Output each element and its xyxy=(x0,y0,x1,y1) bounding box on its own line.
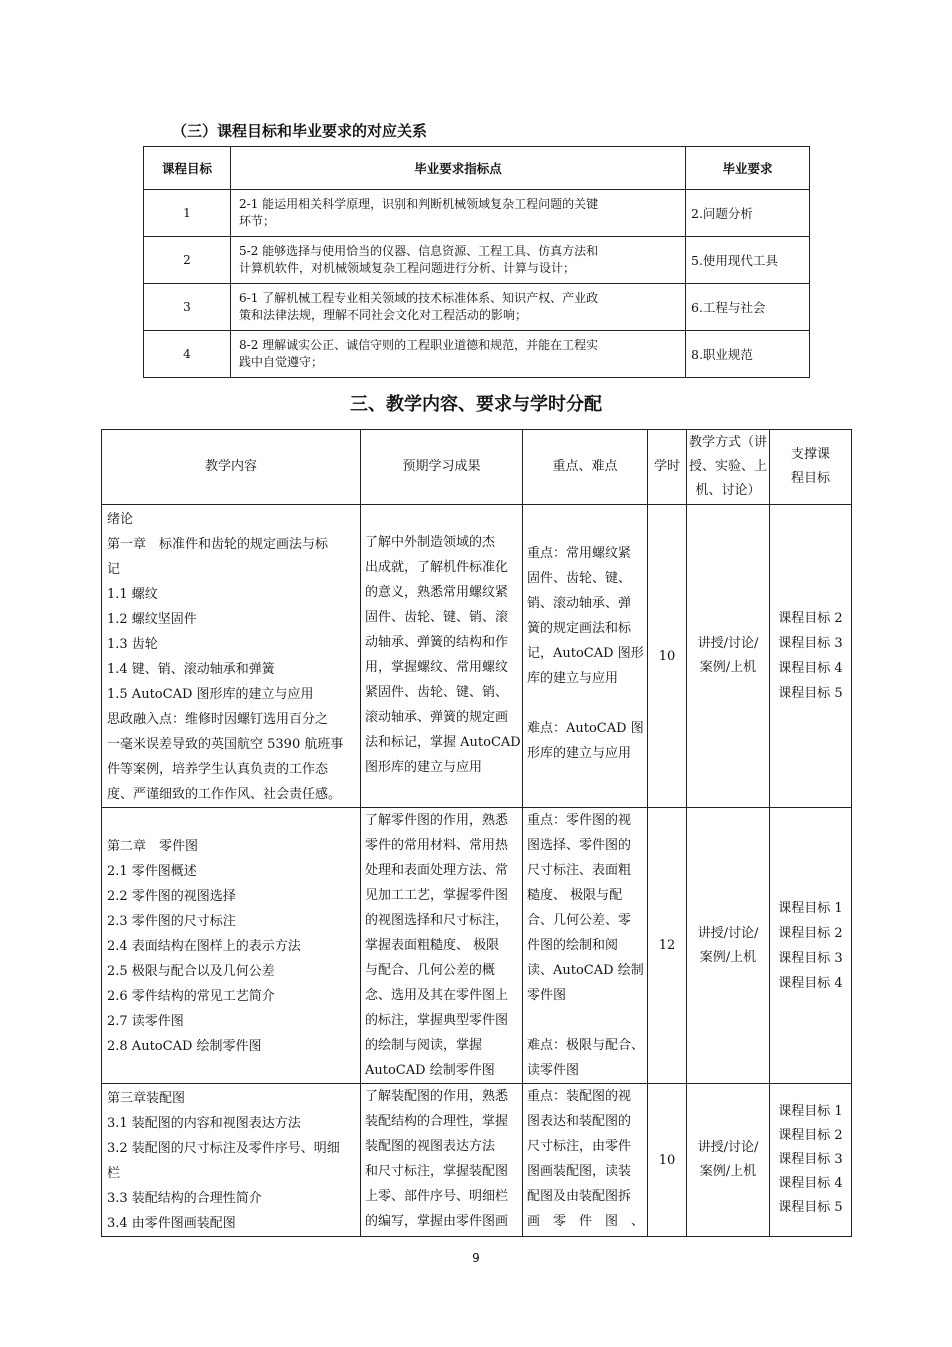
method-line: 讲授/讨论/ xyxy=(697,925,759,941)
hours-cell: 10 xyxy=(648,1084,687,1237)
key-line: 记，AutoCAD 图形 xyxy=(527,646,644,661)
header-content: 教学内容 xyxy=(102,430,361,505)
outcome-cell xyxy=(361,808,523,1084)
key-line: 重点：装配图的视 xyxy=(527,1089,632,1104)
content-line: 第二章 零件图 xyxy=(107,839,199,854)
indicator-cell xyxy=(231,331,686,378)
goals-cell xyxy=(770,808,852,1084)
key-line: 重点：常用螺纹紧 xyxy=(527,546,632,561)
header-outcome: 预期学习成果 xyxy=(361,430,523,505)
outcome-line: 见加工工艺，掌握零件图 xyxy=(365,888,509,903)
header-key-points: 重点、难点 xyxy=(523,430,648,505)
content-line: 度、严谨细致的工作作风、社会责任感。 xyxy=(107,787,342,802)
key-line: 零件图 xyxy=(527,988,567,1003)
content-line: 2.3 零件图的尺寸标注 xyxy=(107,914,236,929)
hours-cell: 10 xyxy=(648,505,687,808)
goal-line: 课程目标 4 xyxy=(778,975,843,991)
content-line: 3.3 装配结构的合理性简介 xyxy=(107,1191,262,1206)
content-line: 2.6 零件结构的常见工艺简介 xyxy=(107,989,275,1004)
goal-line: 课程目标 2 xyxy=(778,925,843,941)
key-line: 图选择、零件图的 xyxy=(527,838,632,853)
goal-cell: 3 xyxy=(144,284,231,331)
content-line: 2.8 AutoCAD 绘制零件图 xyxy=(107,1039,262,1054)
content-line: 一毫米误差导致的英国航空 5390 航班事 xyxy=(107,737,344,752)
key-line: 糙度、 极限与配 xyxy=(527,888,623,903)
goal-line: 课程目标 3 xyxy=(778,950,843,966)
table-row xyxy=(144,331,810,378)
header-method xyxy=(687,430,770,505)
goals-cell xyxy=(770,1084,852,1237)
content-line: 绪论 xyxy=(107,512,134,527)
header-hours: 学时 xyxy=(648,430,687,505)
table-row xyxy=(144,284,810,331)
content-line: 1.4 键、销、滚动轴承和弹簧 xyxy=(107,662,275,677)
content-line: 1.2 螺纹坚固件 xyxy=(107,612,197,627)
key-spacer xyxy=(527,691,646,716)
goal-cell: 2 xyxy=(144,237,231,284)
key-line: 配图及由装配图拆 xyxy=(527,1189,632,1204)
table-row xyxy=(144,190,810,237)
outcome-line: 零件的常用材料、常用热 xyxy=(365,838,509,853)
goal-line: 课程目标 1 xyxy=(778,900,843,916)
content-cell xyxy=(102,505,361,808)
table-row xyxy=(102,505,852,808)
header-goals xyxy=(770,430,852,505)
header-method-line: 机、讨论） xyxy=(695,483,761,498)
outcome-line: AutoCAD 绘制零件图 xyxy=(365,1063,495,1078)
key-points-cell xyxy=(523,808,648,1084)
key-line: 销、滚动轴承、弹 xyxy=(527,596,632,611)
outcome-line: 装配结构的合理性，掌握 xyxy=(365,1114,509,1129)
header-requirement: 毕业要求 xyxy=(686,147,810,190)
content-line: 2.1 零件图概述 xyxy=(107,864,197,879)
outcome-line: 了解中外制造领域的杰 xyxy=(365,535,496,550)
outcome-line: 图形库的建立与应用 xyxy=(365,760,483,775)
key-line: 读、AutoCAD 绘制 xyxy=(527,963,644,978)
content-line: 思政融入点：维修时因螺钉选用百分之 xyxy=(107,712,329,727)
content-line: 2.2 零件图的视图选择 xyxy=(107,889,236,904)
outcome-line: 与配合、几何公差的概 xyxy=(365,963,496,978)
outcome-cell xyxy=(361,1084,523,1237)
method-cell xyxy=(687,505,770,808)
table-header-row xyxy=(102,430,852,505)
content-line: 记 xyxy=(107,562,121,577)
outcome-line: 法和标记，掌握 AutoCAD xyxy=(365,735,521,750)
key-line: 难点：AutoCAD 图 xyxy=(527,721,644,736)
key-line: 形库的建立与应用 xyxy=(527,746,632,761)
key-line: 画 零 件 图 、 xyxy=(527,1214,645,1229)
outcome-line: 固件、齿轮、键、销、滚 xyxy=(365,610,509,625)
goal-line: 课程目标 4 xyxy=(778,1176,843,1191)
teaching-content-table xyxy=(101,429,852,1237)
outcome-line: 了解装配图的作用，熟悉 xyxy=(365,1089,509,1104)
key-line: 读零件图 xyxy=(527,1063,580,1078)
page-number: 9 xyxy=(472,1251,480,1265)
indicator-line: 6-1 了解机械工程专业相关领域的技术标准体系、知识产权、产业政 xyxy=(239,291,599,305)
content-line: 2.4 表面结构在图样上的表示方法 xyxy=(107,939,301,954)
outcome-line: 动轴承、弹簧的结构和作 xyxy=(365,635,509,650)
key-line: 库的建立与应用 xyxy=(527,671,619,686)
requirement-cell: 8.职业规范 xyxy=(686,331,810,378)
key-line: 合、几何公差、零 xyxy=(527,913,632,928)
content-line: 1.1 螺纹 xyxy=(107,587,158,602)
key-spacer xyxy=(527,1008,646,1033)
table-row xyxy=(144,237,810,284)
key-line: 尺寸标注、表面粗 xyxy=(527,863,632,878)
outcome-line: 的意义，熟悉常用螺纹紧 xyxy=(365,585,509,600)
outcome-line: 滚动轴承、弹簧的规定画 xyxy=(365,710,509,725)
indicator-line: 环节； xyxy=(239,214,276,228)
indicator-cell xyxy=(231,284,686,331)
goals-cell xyxy=(770,505,852,808)
key-line: 尺寸标注，由零件 xyxy=(527,1139,632,1154)
outcome-line: 掌握表面粗糙度、 极限 xyxy=(365,938,500,953)
header-method-line: 教学方式（讲 xyxy=(688,435,767,450)
content-line: 2.7 读零件图 xyxy=(107,1014,184,1029)
goal-line: 课程目标 4 xyxy=(778,661,843,676)
content-line: 3.4 由零件图画装配图 xyxy=(107,1216,236,1231)
goal-line: 课程目标 3 xyxy=(778,1152,843,1167)
goal-line: 课程目标 5 xyxy=(778,1200,843,1215)
goal-line: 课程目标 2 xyxy=(778,1128,843,1143)
hours-cell: 12 xyxy=(648,808,687,1084)
key-line: 图画装配图，读装 xyxy=(527,1164,632,1179)
method-cell xyxy=(687,808,770,1084)
outcome-line: 出成就，了解机件标准化 xyxy=(365,560,509,575)
method-line: 案例/上机 xyxy=(699,1164,757,1179)
header-goals-line: 支撑课 xyxy=(790,447,830,462)
outcome-line: 紧固件、齿轮、键、销、 xyxy=(365,685,509,700)
header-goals-line: 程目标 xyxy=(790,471,830,486)
requirement-cell: 6.工程与社会 xyxy=(686,284,810,331)
outcome-line: 和尺寸标注，掌握装配图 xyxy=(365,1164,509,1179)
table-row xyxy=(102,1084,852,1237)
method-line: 案例/上机 xyxy=(699,949,757,965)
outcome-line: 装配图的视图表达方法 xyxy=(365,1139,496,1154)
method-line: 讲授/讨论/ xyxy=(697,1140,759,1155)
indicator-line: 践中自觉遵守； xyxy=(239,355,324,369)
method-line: 案例/上机 xyxy=(699,660,757,675)
goal-cell: 1 xyxy=(144,190,231,237)
goal-line: 课程目标 2 xyxy=(778,611,843,626)
key-line: 簧的规定画法和标 xyxy=(527,621,632,636)
goal-line: 课程目标 1 xyxy=(778,1104,843,1119)
outcome-cell xyxy=(361,505,523,808)
outcome-line: 用，掌握螺纹、常用螺纹 xyxy=(365,660,509,675)
content-line: 栏 xyxy=(107,1166,121,1181)
indicator-line: 5-2 能够选择与使用恰当的仪器、信息资源、工程工具、仿真方法和 xyxy=(239,244,599,258)
key-line: 重点：零件图的视 xyxy=(527,813,632,828)
content-line: 件等案例，培养学生认真负责的工作态 xyxy=(107,762,329,777)
content-cell xyxy=(102,808,361,1084)
content-section-title: 三、教学内容、要求与学时分配 xyxy=(350,394,602,415)
indicator-line: 计算机软件，对机械领域复杂工程问题进行分析、计算与设计； xyxy=(239,261,576,275)
key-points-cell xyxy=(523,505,648,808)
content-line: 第三章装配图 xyxy=(107,1091,186,1106)
content-line: 2.5 极限与配合以及几何公差 xyxy=(107,964,275,979)
header-indicator: 毕业要求指标点 xyxy=(231,147,686,190)
indicator-line: 8-2 理解诚实公正、诚信守则的工程职业道德和规范，并能在工程实 xyxy=(239,338,599,352)
indicator-line: 策和法律法规，理解不同社会文化对工程活动的影响； xyxy=(239,308,528,322)
table-row xyxy=(102,808,852,1084)
content-line: 1.3 齿轮 xyxy=(107,637,158,652)
header-course-goal: 课程目标 xyxy=(144,147,231,190)
goal-requirement-table xyxy=(143,146,810,378)
key-line: 图表达和装配图的 xyxy=(527,1114,632,1129)
indicator-line: 2-1 能运用相关科学原理，识别和判断机械领域复杂工程问题的关键 xyxy=(239,197,599,211)
requirement-cell: 2.问题分析 xyxy=(686,190,810,237)
outcome-line: 的标注，掌握典型零件图 xyxy=(365,1013,509,1028)
outcome-line: 念、选用及其在零件图上 xyxy=(365,988,509,1003)
header-method-line: 授、实验、上 xyxy=(688,459,767,474)
mapping-section-title: （三）课程目标和毕业要求的对应关系 xyxy=(172,122,428,140)
goal-cell: 4 xyxy=(144,331,231,378)
goal-line: 课程目标 3 xyxy=(778,636,843,651)
key-line: 难点：极限与配合、 xyxy=(527,1038,645,1053)
method-cell xyxy=(687,1084,770,1237)
key-points-cell xyxy=(523,1084,648,1237)
indicator-cell xyxy=(231,237,686,284)
outcome-line: 的绘制与阅读，掌握 xyxy=(365,1038,483,1053)
indicator-cell xyxy=(231,190,686,237)
content-line: 3.1 装配图的内容和视图表达方法 xyxy=(107,1116,301,1131)
requirement-cell: 5.使用现代工具 xyxy=(686,237,810,284)
key-line: 件图的绘制和阅 xyxy=(527,938,619,953)
content-cell xyxy=(102,1084,361,1237)
outcome-line: 处理和表面处理方法、常 xyxy=(365,863,509,878)
key-line: 固件、齿轮、键、 xyxy=(527,571,632,586)
outcome-line: 的视图选择和尺寸标注， xyxy=(365,913,509,928)
goal-line: 课程目标 5 xyxy=(778,686,843,701)
content-line: 1.5 AutoCAD 图形库的建立与应用 xyxy=(107,687,314,702)
outcome-line: 的编写，掌握由零件图画 xyxy=(365,1214,509,1229)
method-line: 讲授/讨论/ xyxy=(697,636,759,651)
content-line: 第一章 标准件和齿轮的规定画法与标 xyxy=(107,537,329,552)
table-header-row xyxy=(144,147,810,190)
outcome-line: 了解零件图的作用，熟悉 xyxy=(365,813,509,828)
content-line: 3.2 装配图的尺寸标注及零件序号、明细 xyxy=(107,1141,340,1156)
outcome-line: 上零、部件序号、明细栏 xyxy=(365,1189,509,1204)
